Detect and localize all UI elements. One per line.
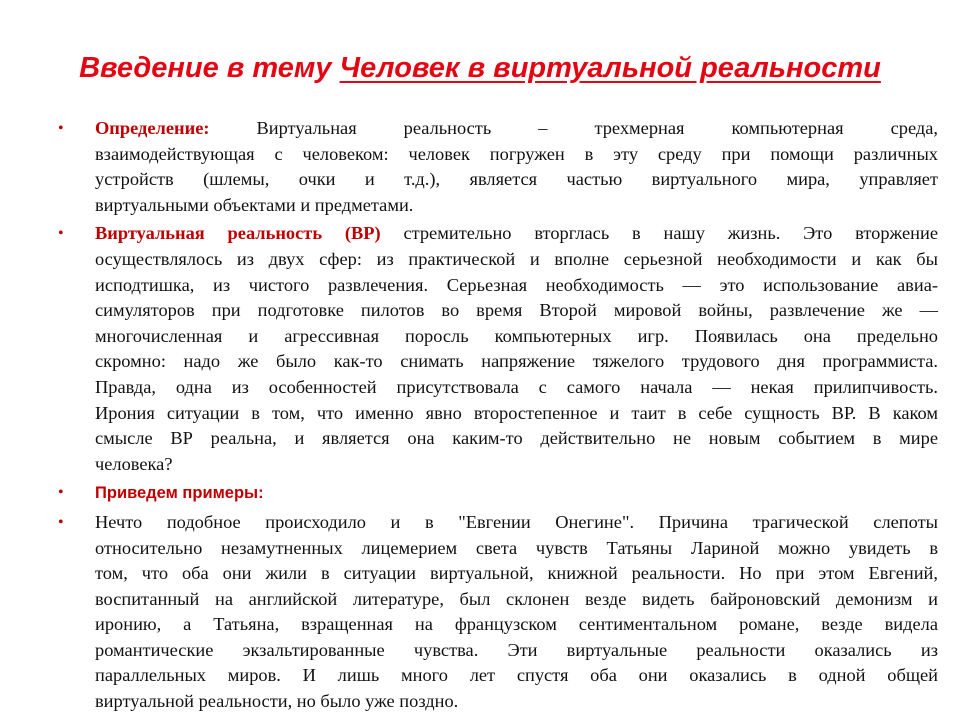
bullet-line: устройств (шлемы, очки и т.д.), является частью виртуального мира, управляет — [95, 169, 938, 190]
bullet-lead: Виртуальная реальность (ВР) — [95, 223, 381, 244]
bullet-line: Определение: Виртуальная реальность – трехмерная компьютерная среда, — [95, 118, 938, 138]
bullet-line: симуляторов при подготовке пилотов во время Второй мировой войны, развлечение же — — [95, 300, 938, 321]
bullet-line: человека? — [95, 453, 173, 474]
bullet-line: взаимодействующая с человеком: человек погружен в эту среду при помощи различных — [95, 143, 938, 164]
bullet-line: осуществлялось из двух сфер: из практической и вполне серьезной необходимости и как бы — [95, 248, 938, 269]
bullet-list — [58, 116, 938, 718]
bullet-onegin — [58, 510, 938, 715]
bullet-line: скромно: надо же было как-то снимать напряжение тяжелого трудового дня программиста. — [95, 351, 938, 372]
title-topic: Человек в виртуальной реальности — [339, 52, 881, 84]
bullet-marker: • — [58, 120, 64, 137]
bullet-lead: Приведем примеры: — [95, 484, 264, 503]
bullet-line: воспитанный на английской литературе, был склонен везде видеть байроновский демонизм и — [95, 588, 938, 609]
bullet-line: иронию, а Татьяна, взращенная на французском сентиментальном романе, везде видела — [95, 614, 938, 635]
bullet-line: многочисленная и агрессивная поросль компьютерных игр. Появилась она предельно — [95, 325, 938, 346]
bullet-marker: • — [58, 513, 64, 531]
bullet-line: том, что оба они жили в ситуации виртуальной, книжной реальности. Но при этом Евгений, — [95, 563, 938, 584]
bullet-line: Ирония ситуации в том, что именно явно второстепенное и таит в себе сущность ВР. В каком — [95, 402, 938, 423]
slide-title — [0, 48, 960, 88]
bullet-lead: Определение: — [95, 118, 210, 138]
bullet-line: относительно незамутненных лицемерием света чувств Татьяны Лариной можно увидеть в — [95, 537, 938, 558]
bullet-examples — [58, 480, 938, 507]
bullet-line: романтические экзальтированные чувства. Эти виртуальные реальности оказались из — [95, 639, 938, 660]
bullet-line: Нечто подобное происходило и в "Евгении Онегине". Причина трагической слепоты — [95, 511, 938, 532]
bullet-line: виртуальной реальности, но было уже поздно. — [95, 691, 459, 712]
bullet-line: Правда, одна из особенностей присутствовала с самого начала — некая прилипчивость. — [95, 376, 938, 397]
bullet-line: Виртуальная реальность (ВР) стремительно вторглась в нашу жизнь. Это вторжение — [95, 223, 938, 244]
bullet-definition — [58, 116, 938, 218]
bullet-line: исподтишка, из чистого развлечения. Серьезная необходимость — это использование авиа- — [95, 274, 938, 295]
bullet-marker: • — [58, 484, 64, 502]
title-prefix: Введение в тему — [79, 52, 340, 84]
bullet-line: параллельных миров. И лишь много лет спустя оба они оказались в одной общей — [95, 665, 938, 686]
bullet-marker: • — [58, 225, 64, 243]
bullet-vr — [58, 221, 938, 477]
bullet-line: виртуальными объектами и предметами. — [95, 194, 414, 215]
bullet-line: смысле ВР реальна, и является она каким-то действительно не новым событием в мире — [95, 428, 938, 449]
